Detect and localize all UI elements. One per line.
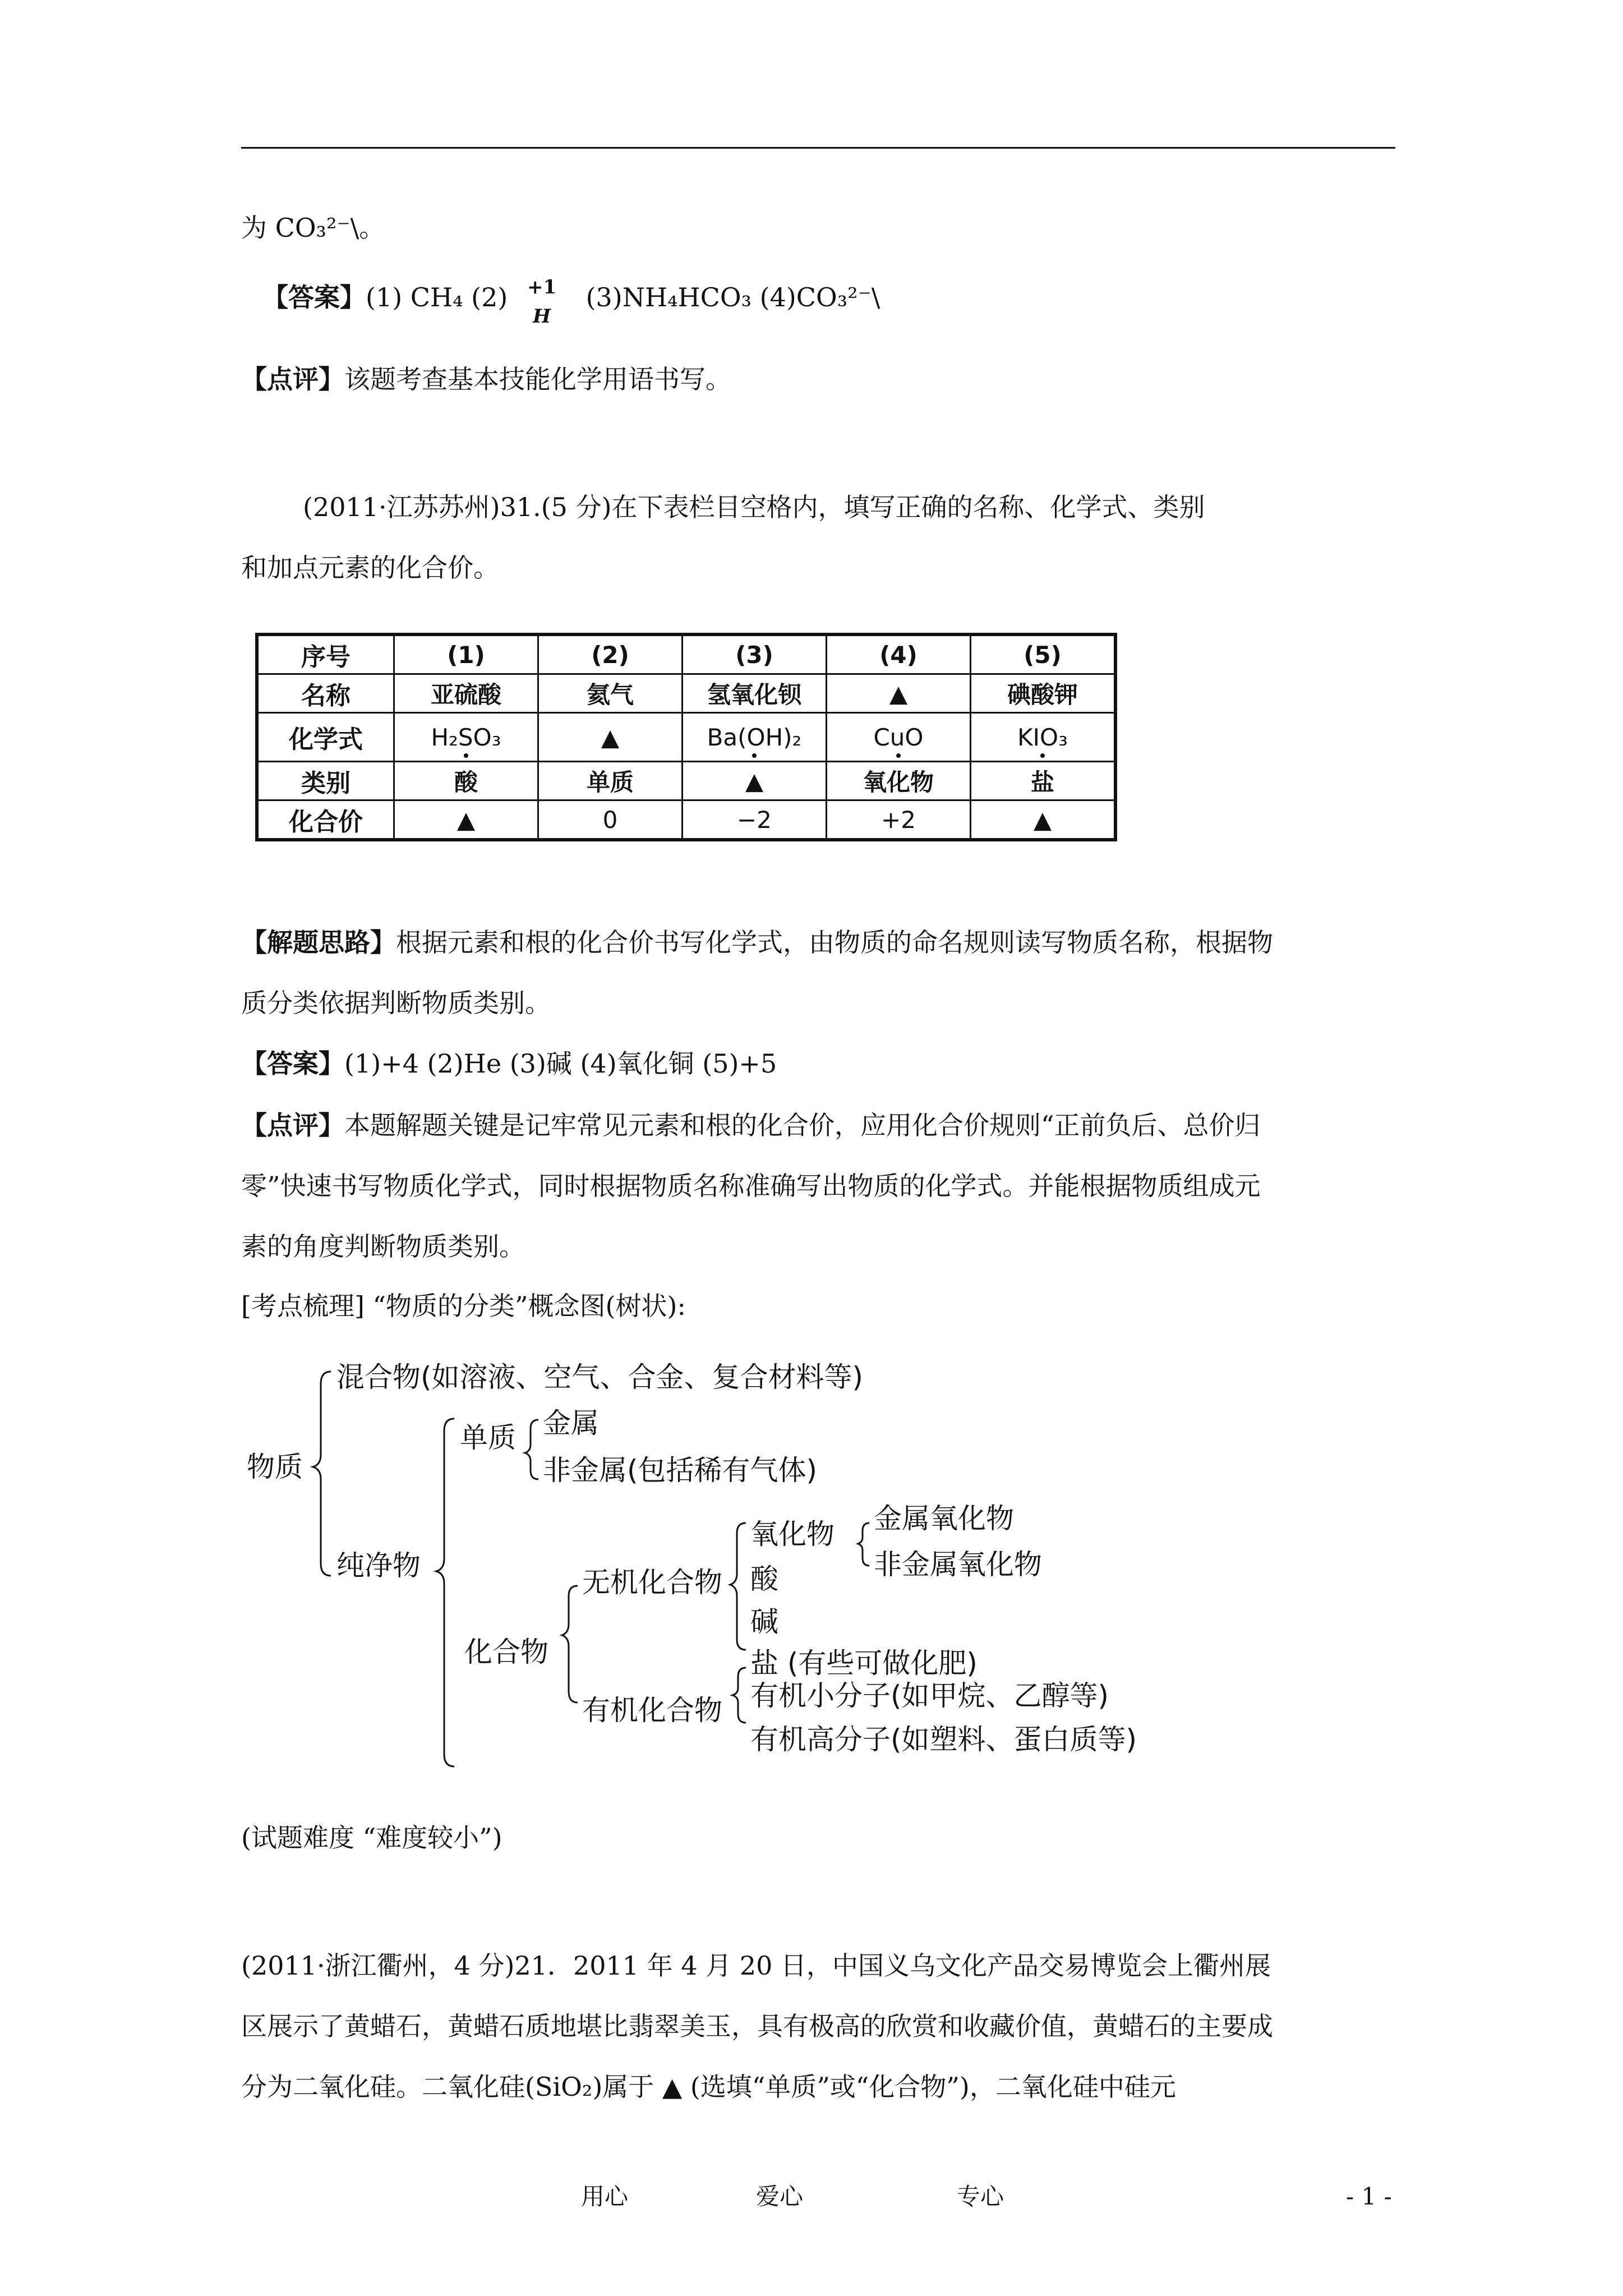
node-salt: 盐 (有些可做化肥) bbox=[750, 1647, 978, 1680]
answer-rest: (3)NH₄HCO₃ (4)CO₃²⁻\ bbox=[585, 282, 880, 312]
header-rule bbox=[241, 147, 1395, 149]
node-nonmetal: 非金属(包括稀有气体) bbox=[543, 1454, 818, 1487]
table-cell: (5) bbox=[971, 634, 1116, 674]
node-metal-oxide: 金属氧化物 bbox=[874, 1502, 1014, 1535]
comment-line2: 零”快速书写物质化学式，同时根据物质名称准确写出物质的化学式。并能根据物质组成元 bbox=[241, 1171, 1261, 1201]
brace-oxide bbox=[858, 1523, 869, 1566]
comment-tag: 【点评】 bbox=[241, 364, 344, 394]
row-header: 类别 bbox=[257, 762, 394, 800]
question-21-line3: 分为二氧化硅。二氧化硅(SiO₂)属于 ▲ (选填“单质”或“化合物”)，二氧化硅中硅元 bbox=[241, 2072, 1176, 2102]
node-base: 碱 bbox=[750, 1605, 778, 1638]
comment-line1 bbox=[241, 1110, 1261, 1141]
table-cell bbox=[683, 713, 827, 762]
table-cell: 0 bbox=[538, 800, 683, 840]
table-cell: 氦气 bbox=[538, 674, 683, 713]
table-cell: (4) bbox=[827, 634, 971, 674]
table-cell: ▲ bbox=[971, 800, 1116, 840]
comment-text: 该题考查基本技能化学用语书写。 bbox=[344, 364, 731, 394]
table-row bbox=[257, 713, 1115, 762]
table-cell bbox=[971, 713, 1116, 762]
answer-tag: 【答案】 bbox=[241, 1048, 344, 1079]
table-cell: ▲ bbox=[683, 762, 827, 800]
table-cell: 单质 bbox=[538, 762, 683, 800]
table-cell: 碘酸钾 bbox=[971, 674, 1116, 713]
table-row bbox=[257, 634, 1115, 674]
row-header: 名称 bbox=[257, 674, 394, 713]
answer-text: (1) CH₄ (2) bbox=[366, 282, 508, 312]
brace-organic bbox=[732, 1668, 746, 1723]
valence-element: H bbox=[532, 305, 551, 328]
difficulty-note: (试题难度 “难度较小”) bbox=[241, 1823, 502, 1853]
idea-line2: 质分类依据判断物质类别。 bbox=[241, 988, 551, 1018]
review-heading: [考点梳理] “物质的分类”概念图(树状): bbox=[241, 1291, 686, 1321]
table-cell: 酸 bbox=[394, 762, 538, 800]
table-cell: (2) bbox=[538, 634, 683, 674]
table-cell: ▲ bbox=[827, 674, 971, 713]
question-31-line1: (2011·江苏苏州)31.(5 分)在下表栏目空格内，填写正确的名称、化学式、类别 bbox=[303, 492, 1205, 522]
node-element: 单质 bbox=[460, 1421, 516, 1454]
page-number: - 1 - bbox=[1346, 2183, 1392, 2210]
row-header: 化合价 bbox=[257, 800, 394, 840]
brace-element bbox=[525, 1420, 538, 1479]
brace-root bbox=[313, 1372, 331, 1576]
node-pure: 纯净物 bbox=[336, 1549, 421, 1582]
brace-compound bbox=[562, 1586, 578, 1703]
formula-dotted: CuO bbox=[873, 723, 924, 751]
table-row bbox=[257, 674, 1115, 713]
table-cell: ▲ bbox=[538, 713, 683, 762]
table-cell: +2 bbox=[827, 800, 971, 840]
node-compound: 化合物 bbox=[464, 1636, 548, 1668]
node-oxide: 氧化物 bbox=[750, 1518, 834, 1550]
node-acid: 酸 bbox=[750, 1563, 778, 1595]
row-header: 化学式 bbox=[257, 713, 394, 762]
text-line: 为 CO₃²⁻\。 bbox=[241, 213, 385, 243]
table-cell: 亚硫酸 bbox=[394, 674, 538, 713]
comment-text: 本题解题关键是记牢常见元素和根的化合价，应用化合价规则“正前负后、总价归 bbox=[344, 1110, 1261, 1140]
idea-text: 根据元素和根的化合价书写化学式，由物质的命名规则读写物质名称，根据物 bbox=[396, 927, 1273, 958]
node-nonmetal-oxide: 非金属氧化物 bbox=[874, 1548, 1042, 1581]
brace-inorganic bbox=[730, 1523, 746, 1650]
valence-value: +1 bbox=[527, 276, 557, 298]
comment-tag: 【点评】 bbox=[241, 1110, 344, 1140]
node-small-molecule: 有机小分子(如甲烷、乙醇等) bbox=[750, 1680, 1109, 1712]
table-cell: (3) bbox=[683, 634, 827, 674]
element-table bbox=[255, 633, 1117, 841]
answer-line bbox=[241, 1048, 777, 1079]
table-cell bbox=[394, 713, 538, 762]
table-cell: ▲ bbox=[394, 800, 538, 840]
row-header: 序号 bbox=[257, 634, 394, 674]
table-row bbox=[257, 762, 1115, 800]
table-cell: 氧化物 bbox=[827, 762, 971, 800]
node-large-molecule: 有机高分子(如塑料、蛋白质等) bbox=[750, 1723, 1137, 1756]
footer-left: 用心 bbox=[581, 2183, 629, 2210]
comment-line3: 素的角度判断物质类别。 bbox=[241, 1231, 525, 1262]
node-metal: 金属 bbox=[543, 1407, 599, 1439]
answer-line bbox=[262, 275, 880, 328]
brace-pure bbox=[436, 1419, 454, 1766]
table-cell: 氢氧化钡 bbox=[683, 674, 827, 713]
answer-text: (1)+4 (2)He (3)碱 (4)氧化铜 (5)+5 bbox=[344, 1048, 777, 1079]
table-cell bbox=[827, 713, 971, 762]
answer-tag: 【答案】 bbox=[262, 282, 366, 312]
table-cell: 盐 bbox=[971, 762, 1116, 800]
question-21-line2: 区展示了黄蜡石，黄蜡石质地堪比翡翠美玉，具有极高的欣赏和收藏价值，黄蜡石的主要成 bbox=[241, 2011, 1273, 2041]
comment-line bbox=[241, 364, 731, 395]
formula-dotted: Ba(OH)₂ bbox=[707, 723, 802, 751]
node-root: 物质 bbox=[247, 1451, 303, 1483]
table-cell: (1) bbox=[394, 634, 538, 674]
formula-dotted: H₂SO₃ bbox=[431, 723, 501, 751]
node-mixture: 混合物(如溶液、空气、合金、复合材料等) bbox=[336, 1361, 864, 1393]
idea-line1 bbox=[241, 927, 1273, 958]
idea-tag: 【解题思路】 bbox=[241, 927, 396, 958]
table-cell: −2 bbox=[683, 800, 827, 840]
question-21-line1: (2011·浙江衢州，4 分)21．2011 年 4 月 20 日，中国义乌文化产品交易博览会上衢州展 bbox=[241, 1950, 1271, 1981]
valence-notation bbox=[527, 275, 566, 328]
question-31-line2: 和加点元素的化合价。 bbox=[241, 553, 499, 583]
classification-tree bbox=[247, 1355, 1200, 1781]
footer-right: 专心 bbox=[957, 2183, 1004, 2210]
node-inorganic: 无机化合物 bbox=[582, 1566, 722, 1599]
table-row bbox=[257, 800, 1115, 840]
formula-dotted: KIO₃ bbox=[1017, 723, 1068, 751]
node-organic: 有机化合物 bbox=[582, 1694, 722, 1727]
footer-middle: 爱心 bbox=[756, 2183, 804, 2210]
